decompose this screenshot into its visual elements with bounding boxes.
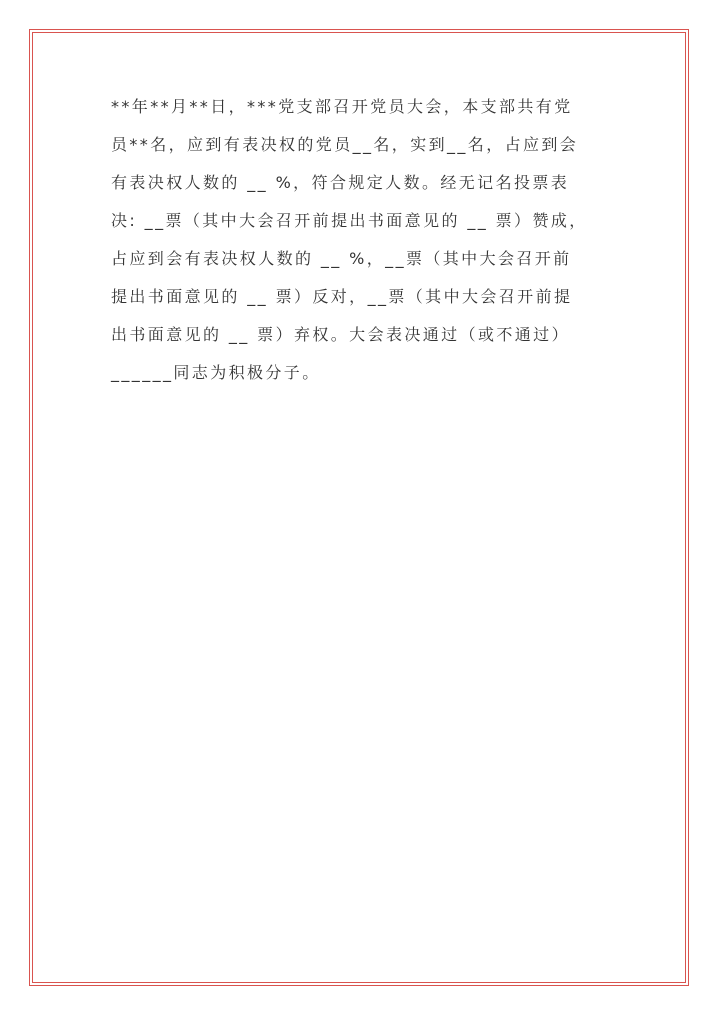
text-line-2: 员**名，应到有表决权的党员__名，实到__名，占应到会 (111, 135, 579, 154)
text-line-6: 提出书面意见的 __ 票）反对，__票（其中大会召开前提 (111, 287, 573, 306)
text-line-7: 出书面意见的 __ 票）弃权。大会表决通过（或不通过） (111, 325, 570, 344)
text-line-5: 占应到会有表决权人数的 __ %，__票（其中大会召开前 (111, 249, 572, 268)
text-line-1: **年**月**日，***党支部召开党员大会，本支部共有党 (111, 97, 573, 116)
text-line-8: ______同志为积极分子。 (111, 363, 321, 382)
text-line-4: 决: __票（其中大会召开前提出书面意见的 __ 票）赞成， (111, 211, 588, 230)
document-body (111, 92, 631, 396)
text-line-3: 有表决权人数的 __ %，符合规定人数。经无记名投票表 (111, 173, 570, 192)
